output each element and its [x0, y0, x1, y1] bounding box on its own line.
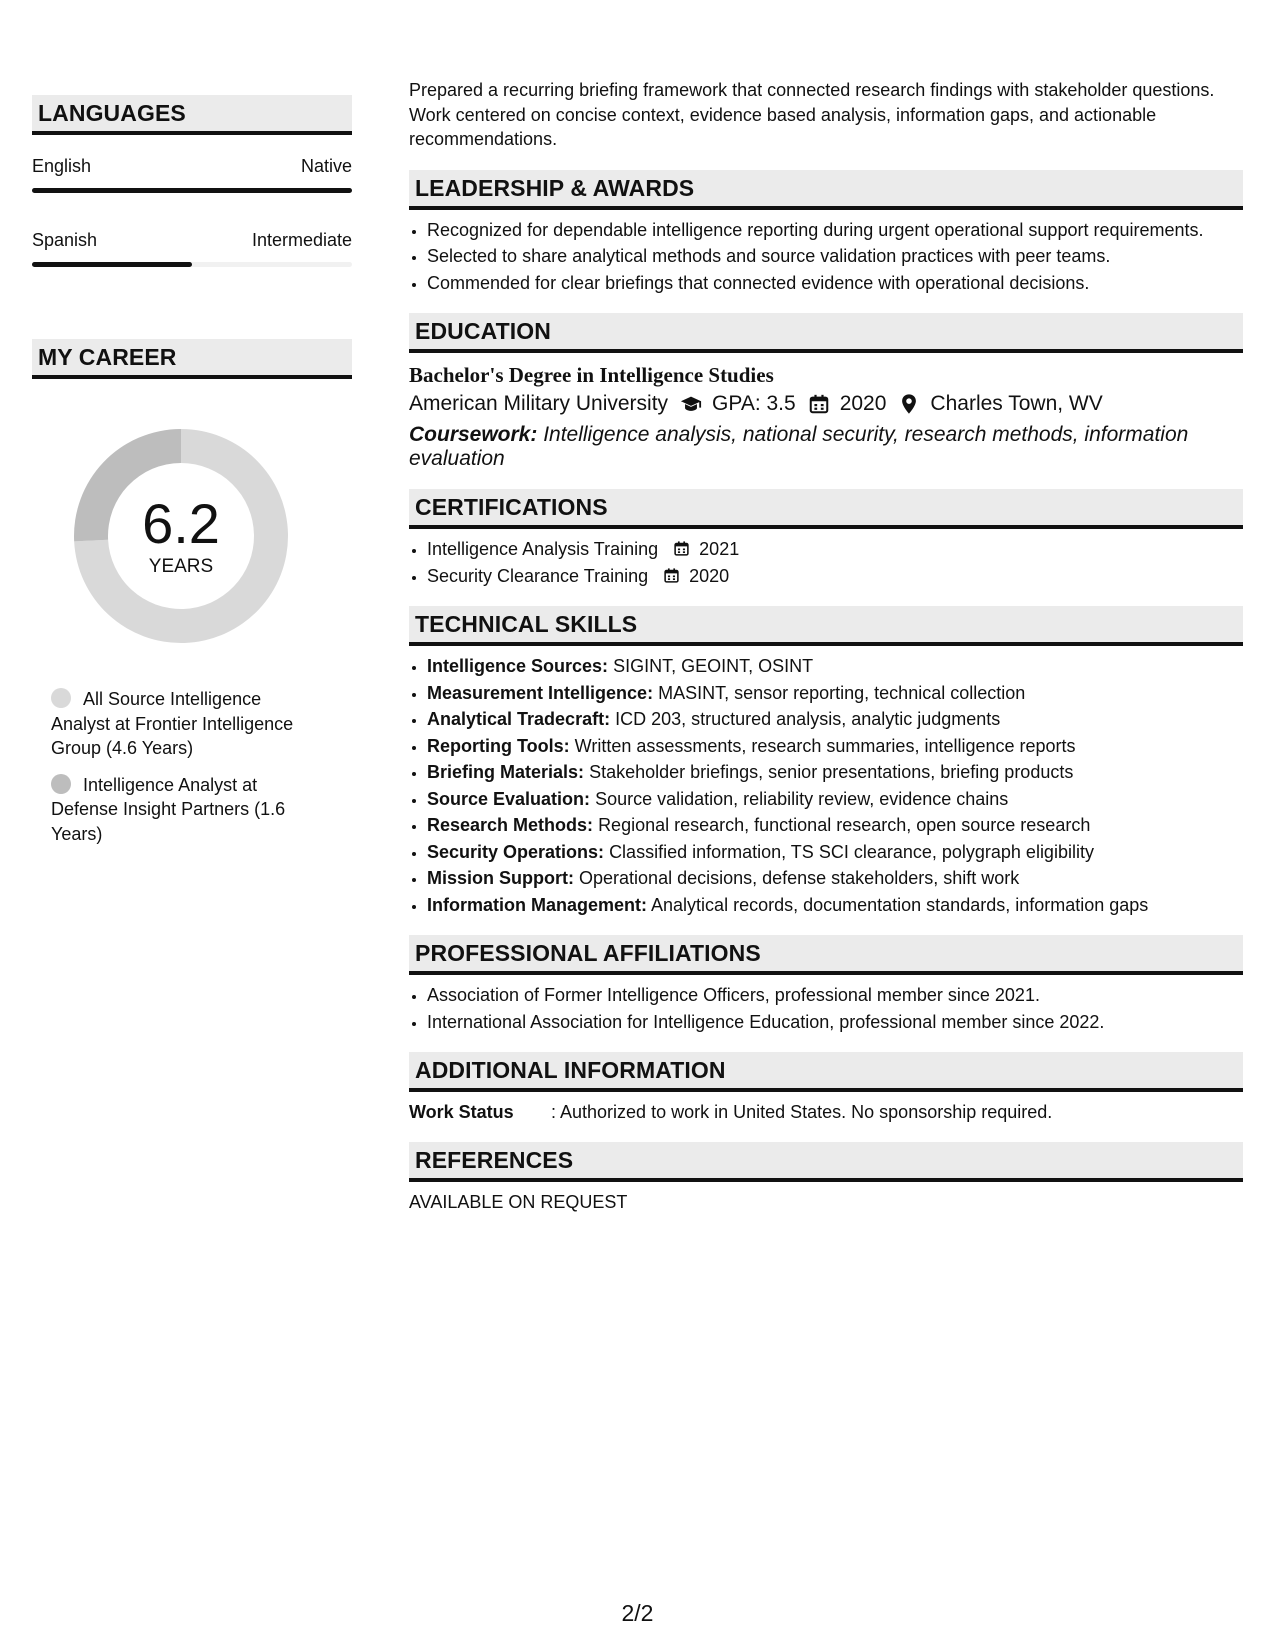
legend-swatch [51, 774, 71, 794]
school-location: Charles Town, WV [930, 392, 1103, 415]
skill-value: ICD 203, structured analysis, analytic judgments [615, 709, 1001, 729]
list-item [427, 707, 1243, 732]
experience-paragraph: Prepared a recurring briefing framework that connected research findings with stakeholder questions. Work centered on concise context, evidence based analysis, information gaps, and actionable recommendations. [409, 80, 1215, 149]
skill-value: MASINT, sensor reporting, technical collection [658, 682, 1026, 703]
leadership-heading: LEADERSHIP & AWARDS [409, 170, 1243, 210]
leadership-list [409, 218, 1243, 296]
legend-label: Intelligence Analyst at Defense Insight Partners (1.6 Years) [51, 774, 286, 844]
list-item [427, 893, 1243, 918]
list-item: • Recognized for dependable intelligence reporting during urgent operational support requirements. [427, 218, 1243, 243]
list-item [427, 681, 1243, 706]
skill-label: Information Management: [427, 894, 648, 915]
skill-value: SIGINT, GEOINT, OSINT [613, 656, 814, 676]
list-item [427, 840, 1243, 865]
language-item [32, 155, 352, 193]
skill-value: Analytical records, documentation standards, information gaps [651, 894, 1149, 915]
list-item [427, 866, 1243, 891]
gpa: GPA: 3.5 [712, 392, 796, 415]
skill-label: Intelligence Sources: [427, 656, 609, 676]
career-heading: MY CAREER [32, 339, 352, 379]
list-item [427, 813, 1243, 838]
skill-value: Written assessments, research summaries, intelligence reports [574, 735, 1076, 756]
language-level: Native [300, 156, 352, 176]
education-heading: EDUCATION [409, 313, 1243, 353]
legend-label: All Source Intelligence Analyst at Frontier Intelligence Group (4.6 Years) [51, 689, 294, 758]
list-item [427, 564, 1243, 589]
certification-year: 2020 [689, 565, 730, 586]
work-status-label: Work Status [409, 1102, 514, 1122]
left-column [32, 95, 352, 858]
career-donut-chart [66, 421, 296, 651]
language-proficiency-bar [32, 262, 352, 267]
education-details [409, 389, 1243, 419]
skill-label: Mission Support: [427, 868, 574, 888]
career-legend-item [51, 687, 321, 761]
list-item [427, 654, 1243, 679]
skill-label: Research Methods: [427, 815, 594, 835]
coursework-label: Coursework: [409, 423, 538, 446]
coursework-text: Intelligence analysis, national security, research methods, information evaluation [409, 423, 1189, 470]
additional-info-heading: ADDITIONAL INFORMATION [409, 1052, 1243, 1092]
skill-label: Security Operations: [427, 841, 605, 862]
certifications-list [409, 537, 1243, 588]
list-item [427, 734, 1243, 759]
list-item [427, 760, 1243, 785]
list-item: • Association of Former Intelligence Officers, professional member since 2021. [427, 983, 1243, 1008]
location-pin-icon [898, 393, 920, 415]
page-number: 2/2 [621, 1600, 654, 1626]
degree-title: Bachelor's Degree in Intelligence Studies [409, 363, 774, 387]
language-proficiency-fill [32, 188, 352, 193]
list-item [427, 537, 1243, 562]
language-proficiency-fill [32, 262, 192, 267]
skills-heading: TECHNICAL SKILLS [409, 606, 1243, 646]
legend-swatch [51, 688, 71, 708]
skills-list [409, 654, 1243, 917]
certification-name: Security Clearance Training [427, 565, 649, 586]
skill-label: Briefing Materials: [427, 762, 585, 782]
career-years-unit: YEARS [148, 556, 214, 577]
references-text: AVAILABLE ON REQUEST [409, 1192, 628, 1212]
language-name: English [32, 156, 92, 176]
skill-value: Stakeholder briefings, senior presentations, briefing products [589, 762, 1074, 782]
affiliations-heading: PROFESSIONAL AFFILIATIONS [409, 935, 1243, 975]
references-heading: REFERENCES [409, 1142, 1243, 1182]
right-column [409, 78, 1243, 1215]
school-name: American Military University [409, 392, 669, 415]
graduation-year: 2020 [839, 392, 887, 415]
language-proficiency-bar [32, 188, 352, 193]
skill-label: Source Evaluation: [427, 788, 591, 809]
affiliations-list [409, 983, 1243, 1034]
skill-value: Classified information, TS SCI clearance, polygraph eligibility [609, 841, 1094, 862]
skill-value: Operational decisions, defense stakeholders, shift work [579, 868, 1020, 888]
work-status-value: : Authorized to work in United States. No sponsorship required. [551, 1102, 1053, 1122]
skill-label: Reporting Tools: [427, 735, 570, 756]
skill-label: Measurement Intelligence: [427, 682, 654, 703]
coursework [409, 423, 1243, 471]
language-item [32, 229, 352, 267]
calendar-icon [663, 567, 680, 584]
skill-value: Regional research, functional research, open source research [598, 815, 1091, 835]
certification-year: 2021 [699, 539, 740, 559]
certifications-heading: CERTIFICATIONS [409, 489, 1243, 529]
career-legend [51, 687, 321, 846]
languages-heading: LANGUAGES [32, 95, 352, 135]
work-status-row [409, 1100, 1243, 1124]
list-item: • International Association for Intelligence Education, professional member since 2022. [427, 1010, 1243, 1035]
graduation-cap-icon [680, 393, 702, 415]
skill-label: Analytical Tradecraft: [427, 709, 611, 729]
list-item [427, 787, 1243, 812]
career-legend-item [51, 773, 321, 847]
language-level: Intermediate [251, 230, 352, 250]
career-total-years: 6.2 [142, 492, 220, 555]
certification-name: Intelligence Analysis Training [427, 539, 659, 559]
list-item: • Commended for clear briefings that connected evidence with operational decisions. [427, 271, 1243, 296]
language-name: Spanish [32, 230, 98, 250]
calendar-icon [808, 393, 830, 415]
list-item: • Selected to share analytical methods and source validation practices with peer teams. [427, 244, 1243, 269]
calendar-icon [673, 540, 690, 557]
skill-value: Source validation, reliability review, evidence chains [595, 788, 1009, 809]
